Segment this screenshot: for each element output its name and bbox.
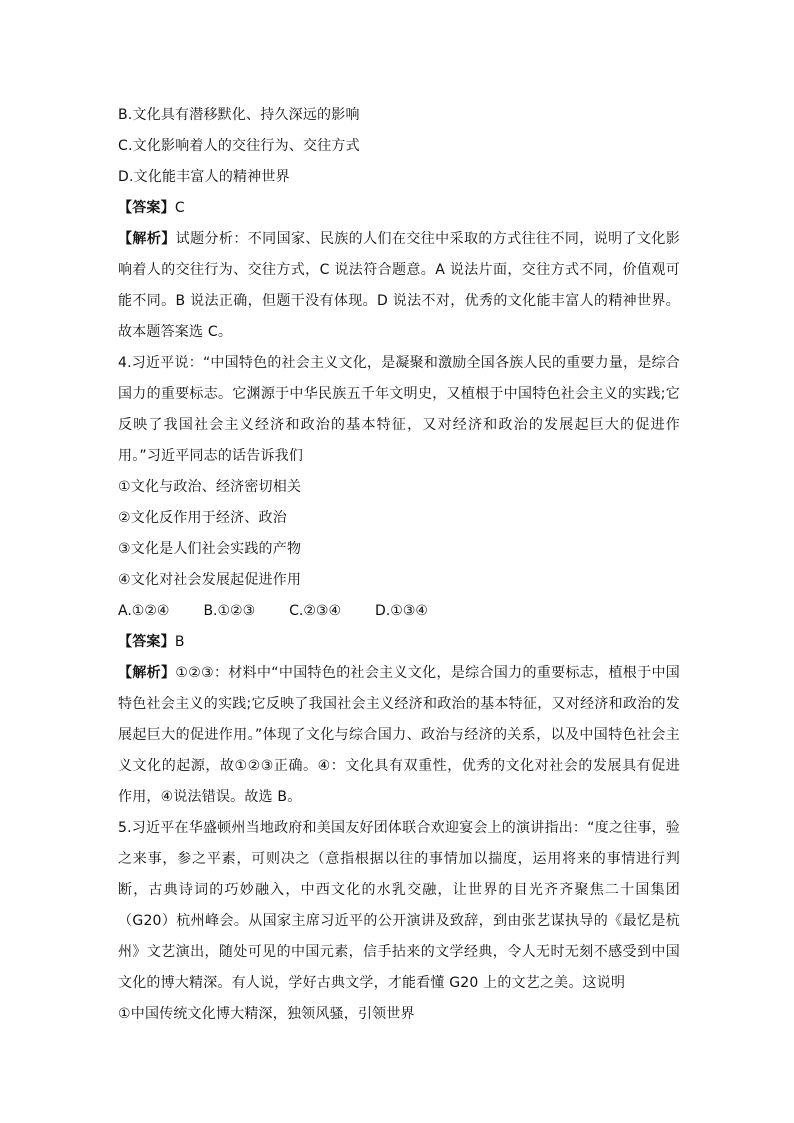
q4-answer-tag: 【答案】 — [118, 634, 175, 650]
q5-stem: 5.习近平在华盛顿州当地政府和美国友好团体联合欢迎宴会上的演讲指出：“度之往事，验之来事，参之平素，可则决之（意指根据以往的事情加以揣度，运用将来的事情进行判断，古典诗词的巧妙融入，中西文化的水乳交融，让世界的目光齐齐聚焦二十国集团（G20）杭州峰会。从国家主席习近平的公开演讲及致辞，到由张艺谋执导的《最忆是杭州》文艺演出，随处可见的中国元素，信手拈来的文学经典，令人无时无刻不感受到中国文化的博大精深。有人说，学好古典文学，才能看懂 G20 上的文艺之美。这说明 — [118, 820, 680, 991]
q4-stem: 4.习近平说：“中国特色的社会主义文化，是凝聚和激励全国各族人民的重要力量，是综合国力的重要标志。它渊源于中华民族五千年文明史，又植根于中国特色社会主义的实践;它反映了我国社会主义经济和政治的基本特征，又对经济和政治的发展起巨大的促进作用。”习近平同志的话告诉我们 — [118, 355, 680, 464]
q4-choice-d: D.①③④ — [375, 603, 428, 619]
q3-answer-tag: 【答案】 — [118, 200, 175, 216]
q4-answer — [118, 627, 680, 658]
q3-analysis-tag: 【解析】 — [118, 231, 176, 247]
q5-item-1: ①中国传统文化博大精深，独领风骚，引领世界 — [118, 1006, 415, 1022]
q4-item-3: ③文化是人们社会实践的产物 — [118, 541, 302, 557]
q4-item-4: ④文化对社会发展起促进作用 — [118, 572, 302, 588]
q4-analysis — [118, 658, 680, 813]
q3-answer-value: C — [174, 200, 185, 216]
q4-analysis-text: ①②③：材料中“中国特色的社会主义文化，是综合国力的重要标志，植根于中国特色社会主义的实践;它反映了我国社会主义经济和政治的基本特征，又对经济和政治的发展起巨大的促进作用。”体现了文化与综合国力、政治与经济的关系，以及中国特色社会主义文化的起源，故①②③正确。④：文化具有双重性，优秀的文化对社会的发展具有促进作用，④说法错误。故选 B。 — [118, 665, 680, 805]
q4-choices — [118, 596, 680, 627]
q4-choice-b: B.①②③ — [203, 603, 256, 619]
q3-option-d: D.文化能丰富人的精神世界 — [118, 169, 290, 185]
q3-analysis — [118, 224, 680, 348]
q3-answer — [118, 193, 680, 224]
q4-choice-a: A.①②④ — [118, 603, 170, 619]
q3-analysis-text: 试题分析：不同国家、民族的人们在交往中采取的方式往往不同，说明了文化影响着人的交往行为、交往方式，C 说法符合题意。A 说法片面，交往方式不同，价值观可能不同。B 说法正确，但题干没有体现。D 说法不对，优秀的文化能丰富人的精神世界。故本题答案选 C。 — [118, 231, 680, 340]
q4-choice-c: C.②③④ — [289, 603, 342, 619]
document-content — [118, 100, 680, 1030]
q3-option-c: C.文化影响着人的交往行为、交往方式 — [118, 138, 360, 154]
q4-analysis-tag: 【解析】 — [118, 665, 176, 681]
q4-answer-value: B — [174, 634, 185, 650]
q4-item-1: ①文化与政治、经济密切相关 — [118, 479, 302, 495]
q3-option-b: B.文化具有潜移默化、持久深远的影响 — [118, 107, 360, 123]
q4-item-2: ②文化反作用于经济、政治 — [118, 510, 287, 526]
